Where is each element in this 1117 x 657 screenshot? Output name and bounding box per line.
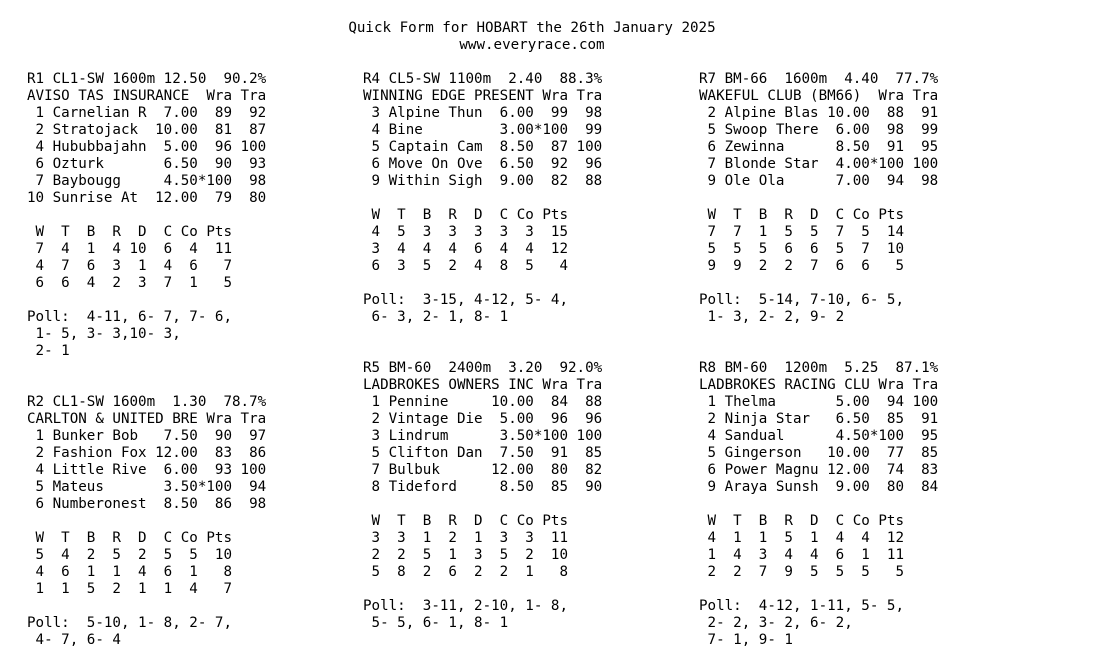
runner-row: 1 Thelma 5.00 94 100 [699, 394, 939, 410]
runner-row: 6 Power Magnu 12.00 74 83 [699, 462, 939, 478]
blank-line [363, 581, 602, 598]
race-sponsor: LADBROKES OWNERS INC Wra Tra [363, 377, 603, 393]
runner-row: 4 Hububbajahn 5.00 96 100 [27, 139, 267, 155]
poll-line: 2- 1 [27, 343, 70, 359]
stats-row: 4 5 3 3 3 3 3 15 [363, 224, 568, 240]
runner-row: 7 Blonde Star 4.00*100 100 [699, 156, 939, 172]
runner-row: 2 Alpine Blas 10.00 88 91 [699, 105, 939, 121]
runner-row: 1 Carnelian R 7.00 89 92 [27, 105, 267, 121]
poll-line: 6- 3, 2- 1, 8- 1 [363, 309, 509, 325]
stats-row: 7 7 1 5 5 7 5 14 [699, 224, 904, 240]
runner-row: 9 Within Sigh 9.00 82 88 [363, 173, 603, 189]
race-header: R5 BM-60 2400m 3.20 92.0% [363, 360, 603, 376]
stats-row: 3 4 4 4 6 4 4 12 [363, 241, 568, 257]
poll-line: 2- 2, 3- 2, 6- 2, [699, 615, 853, 631]
poll-line: Poll: 5-14, 7-10, 6- 5, [699, 292, 904, 308]
website-link[interactable]: www.everyrace.com [459, 37, 605, 53]
stats-row: 5 8 2 6 2 2 1 8 [363, 564, 568, 580]
stats-row: 2 2 7 9 5 5 5 5 [699, 564, 904, 580]
stats-row: 1 4 3 4 4 6 1 11 [699, 547, 904, 563]
blank-line [363, 275, 602, 292]
runner-row: 7 Baybougg 4.50*100 98 [27, 173, 267, 189]
race-sponsor: WINNING EDGE PRESENT Wra Tra [363, 88, 603, 104]
blank-line [27, 598, 266, 615]
stats-header: W T B R D C Co Pts [363, 207, 568, 223]
poll-line: 4- 7, 6- 4 [27, 632, 121, 648]
race-header: R4 CL5-SW 1100m 2.40 88.3% [363, 71, 603, 87]
poll-line: Poll: 4-12, 1-11, 5- 5, [699, 598, 904, 614]
runner-row: 3 Lindrum 3.50*100 100 [363, 428, 603, 444]
stats-row: 6 3 5 2 4 8 5 4 [363, 258, 568, 274]
runner-row: 1 Pennine 10.00 84 88 [363, 394, 603, 410]
runner-row: 6 Numberonest 8.50 86 98 [27, 496, 267, 512]
runner-row: 5 Clifton Dan 7.50 91 85 [363, 445, 603, 461]
stats-header: W T B R D C Co Pts [27, 530, 232, 546]
race-sponsor: AVISO TAS INSURANCE Wra Tra [27, 88, 267, 104]
poll-line: Poll: 3-11, 2-10, 1- 8, [363, 598, 568, 614]
race-block-r1 [27, 71, 266, 360]
poll-line: Poll: 5-10, 1- 8, 2- 7, [27, 615, 232, 631]
race-header: R1 CL1-SW 1600m 12.50 90.2% [27, 71, 267, 87]
stats-header: W T B R D C Co Pts [699, 513, 904, 529]
blank-line [699, 275, 938, 292]
poll-line: 7- 1, 9- 1 [699, 632, 793, 648]
runner-row: 8 Tideford 8.50 85 90 [363, 479, 603, 495]
stats-row: 7 4 1 4 10 6 4 11 [27, 241, 232, 257]
runner-row: 1 Bunker Bob 7.50 90 97 [27, 428, 267, 444]
runner-row: 5 Swoop There 6.00 98 99 [699, 122, 939, 138]
stats-header: W T B R D C Co Pts [27, 224, 232, 240]
race-block-r5 [363, 360, 602, 632]
runner-row: 5 Gingerson 10.00 77 85 [699, 445, 939, 461]
poll-line: 1- 3, 2- 2, 9- 2 [699, 309, 845, 325]
stats-row: 4 1 1 5 1 4 4 12 [699, 530, 904, 546]
runner-row: 9 Araya Sunsh 9.00 80 84 [699, 479, 939, 495]
poll-line: Poll: 3-15, 4-12, 5- 4, [363, 292, 568, 308]
runner-row: 4 Bine 3.00*100 99 [363, 122, 603, 138]
race-block-r2 [27, 394, 266, 649]
poll-line: 1- 5, 3- 3,10- 3, [27, 326, 181, 342]
blank-line [27, 207, 266, 224]
blank-line [363, 190, 602, 207]
runner-row: 10 Sunrise At 12.00 79 80 [27, 190, 267, 206]
runner-row: 6 Zewinna 8.50 91 95 [699, 139, 939, 155]
runner-row: 5 Captain Cam 8.50 87 100 [363, 139, 603, 155]
stats-row: 5 4 2 5 2 5 5 10 [27, 547, 232, 563]
stats-row: 1 1 5 2 1 1 4 7 [27, 581, 232, 597]
race-sponsor: WAKEFUL CLUB (BM66) Wra Tra [699, 88, 939, 104]
runner-row: 2 Ninja Star 6.50 85 91 [699, 411, 939, 427]
stats-header: W T B R D C Co Pts [363, 513, 568, 529]
blank-line [363, 496, 602, 513]
runner-row: 3 Alpine Thun 6.00 99 98 [363, 105, 603, 121]
runner-row: 5 Mateus 3.50*100 94 [27, 479, 267, 495]
race-sponsor: LADBROKES RACING CLU Wra Tra [699, 377, 939, 393]
runner-row: 4 Sandual 4.50*100 95 [699, 428, 939, 444]
stats-row: 6 6 4 2 3 7 1 5 [27, 275, 232, 291]
blank-line [27, 292, 266, 309]
runner-row: 7 Bulbuk 12.00 80 82 [363, 462, 603, 478]
race-block-r4 [363, 71, 602, 326]
page-title: Quick Form for HOBART the 26th January 2025 [348, 20, 716, 36]
race-header: R8 BM-60 1200m 5.25 87.1% [699, 360, 939, 376]
runner-row: 2 Fashion Fox 12.00 83 86 [27, 445, 267, 461]
poll-line: 5- 5, 6- 1, 8- 1 [363, 615, 509, 631]
blank-line [699, 581, 938, 598]
blank-line [699, 190, 938, 207]
stats-row: 4 6 1 1 4 6 1 8 [27, 564, 232, 580]
runner-row: 6 Ozturk 6.50 90 93 [27, 156, 267, 172]
race-header: R2 CL1-SW 1600m 1.30 78.7% [27, 394, 267, 410]
stats-row: 2 2 5 1 3 5 2 10 [363, 547, 568, 563]
race-block-r7 [699, 71, 938, 326]
runner-row: 6 Move On Ove 6.50 92 96 [363, 156, 603, 172]
runner-row: 2 Vintage Die 5.00 96 96 [363, 411, 603, 427]
runner-row: 2 Stratojack 10.00 81 87 [27, 122, 267, 138]
race-sponsor: CARLTON & UNITED BRE Wra Tra [27, 411, 267, 427]
stats-row: 5 5 5 6 6 5 7 10 [699, 241, 904, 257]
race-header: R7 BM-66 1600m 4.40 77.7% [699, 71, 939, 87]
stats-row: 3 3 1 2 1 3 3 11 [363, 530, 568, 546]
blank-line [699, 496, 938, 513]
poll-line: Poll: 4-11, 6- 7, 7- 6, [27, 309, 232, 325]
runner-row: 9 Ole Ola 7.00 94 98 [699, 173, 939, 189]
stats-row: 4 7 6 3 1 4 6 7 [27, 258, 232, 274]
runner-row: 4 Little Rive 6.00 93 100 [27, 462, 267, 478]
blank-line [27, 513, 266, 530]
stats-row: 9 9 2 2 7 6 6 5 [699, 258, 904, 274]
stats-header: W T B R D C Co Pts [699, 207, 904, 223]
race-block-r8 [699, 360, 938, 649]
